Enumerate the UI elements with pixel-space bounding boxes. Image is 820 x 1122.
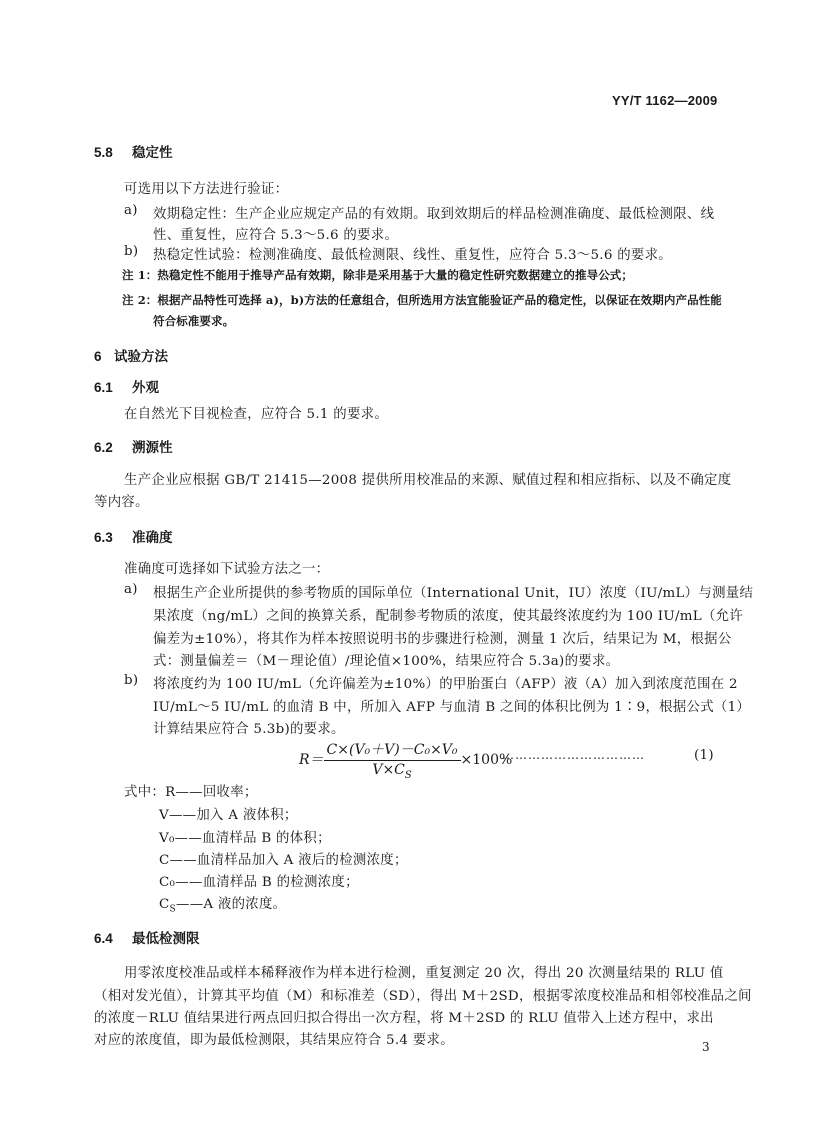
paragraph: 可选用以下方法进行验证： <box>124 182 289 197</box>
note: 注 1：热稳定性不能用于推导产品有效期，除非是采用基于大量的稳定性研究数据建立的推导公式； <box>122 268 633 282</box>
paragraph-line: 对应的浓度值，即为最低检测限，其结果应符合 5.4 要求。 <box>94 1033 454 1048</box>
section-6-2-heading <box>94 436 173 456</box>
list-item-line: 计算结果应符合 5.3b)的要求。 <box>153 722 345 737</box>
section-number: 6.4 <box>94 931 113 946</box>
formula-lhs: R＝ <box>299 751 324 768</box>
note: 注 2：根据产品特性可选择 a)，b)方法的任意组合，但所选用方法宜能验证产品的稳定性，以保证在效期内产品性能 <box>122 293 722 307</box>
list-item-line: IU/mL～5 IU/mL 的血清 B 中，所加入 AFP 与血清 B 之间的体积比例为 1∶9，根据公式（1） <box>153 700 751 715</box>
paragraph-line: 等内容。 <box>94 495 149 510</box>
list-item-line: 根据生产企业所提供的参考物质的国际单位（International Unit，IU）浓度（IU/mL）与测量结 <box>153 586 754 601</box>
paragraph-line: 用零浓度校准品或样本稀释液作为样本进行检测，重复测定 20 次，得出 20 次测量结果的 RLU 值 <box>124 966 724 981</box>
formula-tail: ×100% <box>460 751 513 768</box>
formula-denominator-sub: S <box>404 769 412 781</box>
section-number: 6.1 <box>94 380 113 395</box>
variable-symbol: C <box>159 897 170 912</box>
section-title: 溯源性 <box>132 440 173 455</box>
section-number: 6.2 <box>94 440 113 455</box>
leader-dots: …………………………… <box>502 748 645 762</box>
formula-numerator: C×(V₀＋V)－C₀×V₀ <box>324 739 461 761</box>
list-item-line: 偏差为±10%），将其作为样本按照说明书的步骤进行检测，测量 1 次后，结果记为 M，根据公 <box>153 632 732 647</box>
paragraph: 准确度可选择如下试验方法之一： <box>124 562 330 577</box>
variable-definition: C——血清样品加入 A 液后的检测浓度； <box>159 853 408 868</box>
list-marker: a) <box>124 582 138 597</box>
list-item-line: 将浓度约为 100 IU/mL（允许偏差为±10%）的甲胎蛋白（AFP）液（A）加入到浓度范围在 2 <box>153 677 738 692</box>
formula-fraction <box>324 739 461 781</box>
standard-number: YY/T 1162—2009 <box>612 93 718 108</box>
section-title: 外观 <box>132 380 159 395</box>
paragraph-line: （相对发光值），计算其平均值（M）和标准差（SD），得出 M＋2SD，根据零浓度校准品和相邻校准品之间 <box>94 989 752 1004</box>
page-number: 3 <box>702 1040 710 1054</box>
list-item-line: 效期稳定性：生产企业应规定产品的有效期。取到效期后的样品检测准确度、最低检测限、线 <box>153 207 715 222</box>
list-item-line: 性、重复性，应符合 5.3～5.6 的要求。 <box>153 228 399 243</box>
paragraph: 在自然光下目视检查，应符合 5.1 的要求。 <box>124 407 389 422</box>
section-title: 最低检测限 <box>132 931 200 946</box>
section-number: 5.8 <box>94 145 113 160</box>
section-6-heading <box>94 345 168 365</box>
list-marker: b) <box>124 673 139 688</box>
variable-definition: C₀——血清样品 B 的检测浓度； <box>159 875 359 890</box>
section-title: 准确度 <box>132 530 173 545</box>
list-item-line: 果浓度（ng/mL）之间的换算关系，配制参考物质的浓度，使其最终浓度约为 100 IU/mL（允许 <box>153 609 744 624</box>
section-title: 稳定性 <box>132 145 173 160</box>
formula-denominator-main: V×C <box>372 762 405 778</box>
paragraph-line: 的浓度－RLU 值结果进行两点回归拟合得出一次方程，将 M＋2SD 的 RLU 值带入上述方程中，求出 <box>94 1011 714 1026</box>
variable-meaning: ——A 液的浓度。 <box>176 897 287 912</box>
variable-definition: V——加入 A 液体积； <box>159 808 298 823</box>
formula-leader-dots <box>502 748 645 762</box>
section-6-1-heading <box>94 376 159 396</box>
equation-number: (1) <box>694 748 714 763</box>
note-continuation: 符合标准要求。 <box>153 314 235 328</box>
variable-definition: V₀——血清样品 B 的体积； <box>159 831 331 846</box>
list-marker: a) <box>124 203 138 218</box>
list-item-line: 式：测量偏差＝（M－理论值）/理论值×100%，结果应符合 5.3a)的要求。 <box>153 654 620 669</box>
formula-recovery-rate <box>299 739 512 781</box>
section-6-3-heading <box>94 526 173 546</box>
section-number: 6.3 <box>94 530 113 545</box>
variable-definition: 式中：R——回收率； <box>124 785 258 800</box>
section-6-4-heading <box>94 927 200 947</box>
list-item-line: 热稳定性试验：检测准确度、最低检测限、线性、重复性，应符合 5.3～5.6 的要求。 <box>153 248 672 263</box>
section-number: 6 <box>94 349 102 364</box>
paragraph-line: 生产企业应根据 GB/T 21415—2008 提供所用校准品的来源、赋值过程和相应指标、以及不确定度 <box>124 473 732 488</box>
list-marker: b) <box>124 244 139 259</box>
section-5-8-heading <box>94 141 173 161</box>
formula-denominator <box>324 761 461 781</box>
variable-subscript: S <box>169 904 177 915</box>
section-title: 试验方法 <box>114 349 168 364</box>
variable-definition <box>159 893 286 915</box>
